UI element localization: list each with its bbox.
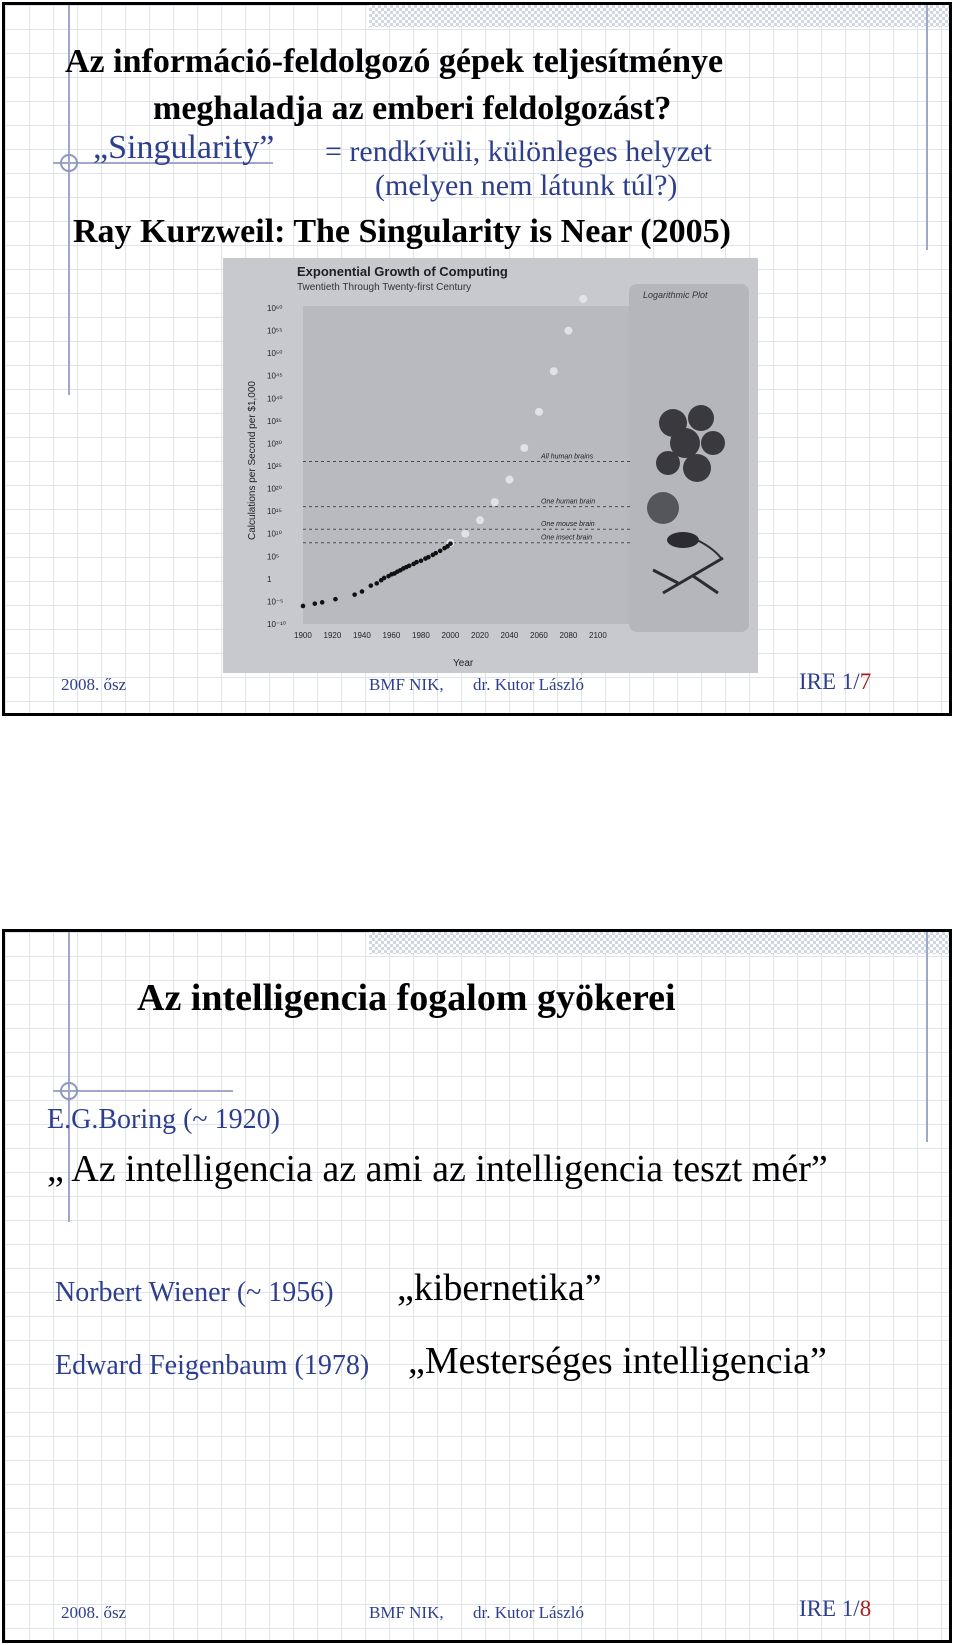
- x-tick-label: 1980: [412, 631, 430, 640]
- decorative-horizontal-line: [53, 1090, 233, 1092]
- x-tick-label: 2060: [530, 631, 548, 640]
- data-point: [438, 549, 443, 554]
- trend-point: [476, 516, 484, 524]
- singularity-chart-photo: [223, 258, 758, 673]
- x-tick-label: 1900: [294, 631, 312, 640]
- reference-line-label: One mouse brain: [541, 521, 595, 529]
- footer-semester: 2008. ősz: [61, 675, 127, 694]
- wiener-reference: Norbert Wiener (~ 1956): [55, 1277, 334, 1308]
- x-tick-label: 1920: [323, 631, 342, 640]
- data-point: [426, 555, 431, 560]
- footer-author: dr. Kutor László: [473, 675, 584, 694]
- footer-institution: BMF NIK,: [369, 1603, 444, 1622]
- decorative-vertical-line-right: [926, 932, 928, 1142]
- plot-area: [303, 306, 683, 624]
- data-point: [433, 551, 438, 556]
- singularity-definition: = rendkívüli, különleges helyzet: [325, 135, 712, 168]
- data-point: [320, 600, 325, 605]
- y-tick-label: 10³⁵: [267, 416, 282, 426]
- feigenbaum-reference: Edward Feigenbaum (1978): [55, 1350, 370, 1381]
- y-tick-label: 1: [267, 574, 272, 584]
- data-point: [301, 604, 306, 609]
- page-number: IRE 1/7: [799, 669, 872, 694]
- y-axis-label: Calculations per Second per $1,000: [247, 381, 258, 540]
- decorative-vertical-line-right: [926, 5, 928, 250]
- data-point: [313, 601, 318, 606]
- x-tick-label: 2080: [559, 631, 578, 640]
- x-tick-label: 2000: [441, 631, 460, 640]
- x-tick-label: 1940: [353, 631, 371, 640]
- y-tick-label: 10⁴⁰: [267, 394, 283, 404]
- y-tick-label: 10⁵⁵: [267, 326, 283, 336]
- trend-point: [550, 367, 558, 375]
- x-tick-label: 2100: [589, 631, 607, 640]
- x-tick-label: 2040: [500, 631, 519, 640]
- data-point: [369, 583, 374, 588]
- singularity-word: „Singularity”: [93, 129, 275, 166]
- trend-point: [491, 498, 499, 506]
- trend-point: [506, 476, 514, 484]
- reference-line-label: One human brain: [541, 498, 596, 506]
- y-tick-label: 10⁶⁰: [267, 304, 283, 313]
- data-point: [374, 581, 379, 586]
- boring-reference: E.G.Boring (~ 1920): [47, 1104, 280, 1135]
- y-tick-label: 10⁻¹⁰: [267, 620, 286, 629]
- y-tick-label: 10¹⁵: [267, 507, 282, 517]
- slide-title: Az intelligencia fogalom gyökerei: [137, 977, 676, 1019]
- trend-point: [535, 408, 543, 416]
- data-point: [407, 563, 412, 568]
- decorative-circle-icon: [60, 1082, 78, 1100]
- trend-point: [461, 530, 469, 538]
- x-axis-label: Year: [453, 658, 474, 669]
- slide-title-line2: meghaladja az emberi feldolgozást?: [153, 90, 672, 127]
- y-tick-label: 10²⁵: [267, 462, 282, 471]
- y-tick-label: 10³⁰: [267, 439, 282, 449]
- footer-semester: 2008. ősz: [61, 1603, 127, 1622]
- y-tick-label: 10⁻⁵: [267, 597, 284, 607]
- reference-line-label: All human brains: [541, 453, 594, 461]
- data-point: [419, 559, 424, 564]
- reference-line-label: One insect brain: [541, 534, 592, 542]
- intelligence-quote: „ Az intelligencia az ami az intelligencia teszt mér”: [47, 1148, 828, 1190]
- ai-term: „Mesterséges intelligencia”: [408, 1340, 827, 1382]
- slide-8: [2, 929, 952, 1643]
- data-point: [352, 592, 357, 597]
- data-point: [333, 597, 338, 602]
- decorative-checker-band: [369, 5, 949, 27]
- y-tick-label: 10²⁰: [267, 484, 282, 494]
- y-tick-label: 10¹⁰: [267, 529, 282, 539]
- exponential-growth-chart: [223, 258, 758, 673]
- x-tick-label: 2020: [471, 631, 489, 640]
- y-tick-label: 10⁵: [267, 552, 280, 562]
- slide-7: [2, 2, 952, 716]
- y-tick-label: 10⁵⁰: [267, 349, 283, 359]
- trend-point: [520, 444, 528, 452]
- data-point: [382, 576, 387, 581]
- singularity-note: (melyen nem látunk túl?): [375, 169, 678, 202]
- data-point: [414, 560, 419, 565]
- footer-author: dr. Kutor László: [473, 1603, 584, 1622]
- trend-point: [579, 295, 587, 303]
- cybernetics-term: „kibernetika”: [397, 1267, 602, 1309]
- chart-title: Exponential Growth of Computing: [297, 264, 508, 279]
- chart-subtitle: Twentieth Through Twenty-first Century: [297, 282, 472, 293]
- data-point: [448, 541, 453, 546]
- book-reference: Ray Kurzweil: The Singularity is Near (2005): [73, 213, 731, 250]
- page-number: IRE 1/8: [799, 1596, 872, 1621]
- x-tick-label: 1960: [382, 631, 401, 640]
- data-point: [360, 589, 365, 594]
- y-tick-label: 10⁴⁵: [267, 371, 283, 381]
- log-plot-label: Logarithmic Plot: [643, 290, 708, 300]
- footer-institution: BMF NIK,: [369, 675, 444, 694]
- trend-point: [565, 327, 573, 335]
- slide-title-line1: Az információ-feldolgozó gépek teljesítménye: [65, 43, 724, 80]
- decorative-circle-icon: [60, 154, 78, 172]
- decorative-checker-band: [369, 932, 949, 954]
